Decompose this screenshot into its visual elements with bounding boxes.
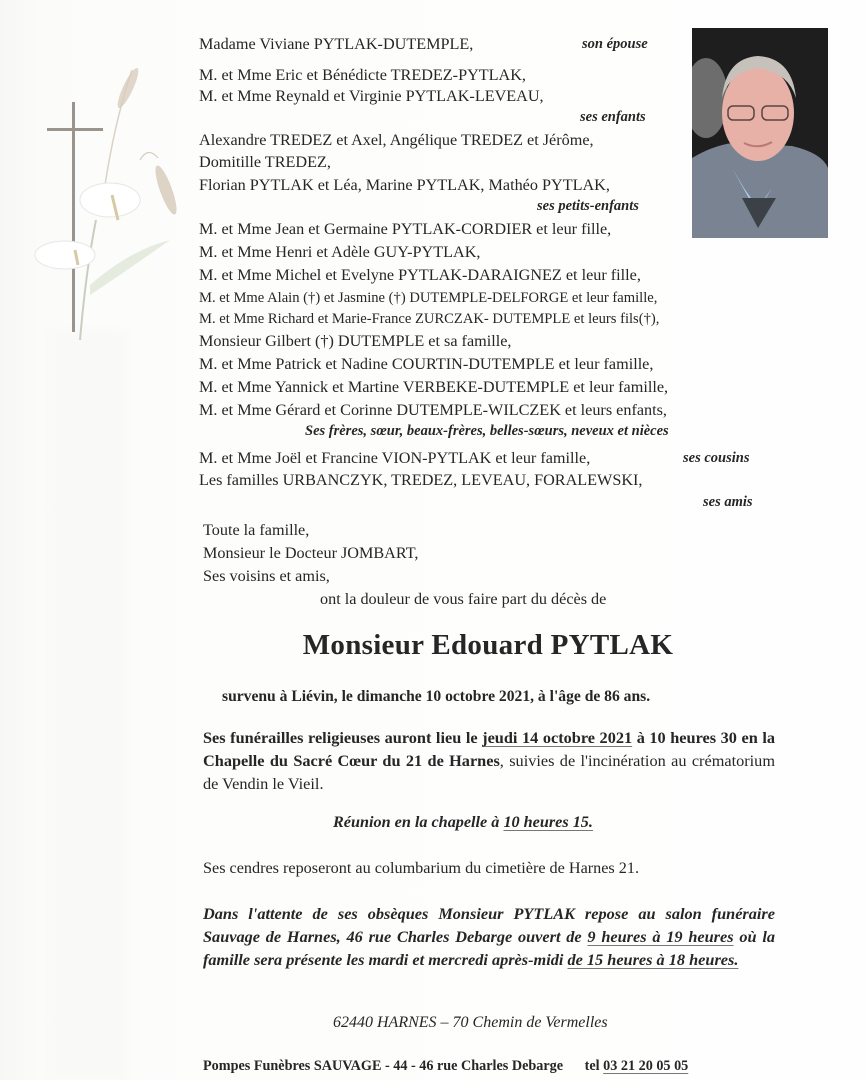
wake-paragraph xyxy=(203,902,775,971)
decorative-strip xyxy=(50,330,128,1080)
friends-relation: ses amis xyxy=(703,494,753,510)
wake-family: où la famille sera présente les mardi et mercredi après-midi xyxy=(203,927,775,969)
sibling-line: M. et Mme Yannick et Martine VERBEKE-DUTEMPLE et leur famille, xyxy=(199,378,669,396)
child-line: M. et Mme Reynald et Virginie PYTLAK-LEVEAU, xyxy=(199,87,544,105)
sibling-line: M. et Mme Alain (†) et Jasmine (†) DUTEMPLE-DELFORGE et leur famille, xyxy=(199,290,658,306)
sibling-line: M. et Mme Michel et Evelyne PYTLAK-DARAIGNEZ et leur fille, xyxy=(199,266,641,284)
spouse-relation: son épouse xyxy=(582,36,648,52)
sibling-line: Monsieur Gilbert (†) DUTEMPLE et sa famille, xyxy=(199,332,512,350)
announcement-line: ont la douleur de vous faire part du décès de xyxy=(320,590,607,608)
child-line: M. et Mme Eric et Bénédicte TREDEZ-PYTLAK, xyxy=(199,66,526,84)
funeral-cremation: , suivies de l'incinération au crématorium de Vendin le Vieil. xyxy=(203,751,775,793)
funeral-home-footer xyxy=(203,1056,688,1076)
other-line: Toute la famille, xyxy=(203,521,310,539)
funeral-intro: Ses funérailles religieuses auront lieu le xyxy=(203,728,483,747)
address-line: 62440 HARNES – 70 Chemin de Vermelles xyxy=(333,1014,608,1031)
ashes-line: Ses cendres reposeront au columbarium du cimetière de Harnes 21. xyxy=(203,859,640,877)
death-info: survenu à Liévin, le dimanche 10 octobre 2021, à l'âge de 86 ans. xyxy=(222,688,651,705)
sibling-line: M. et Mme Gérard et Corinne DUTEMPLE-WILCZEK et leurs enfants, xyxy=(199,401,667,419)
cross-icon xyxy=(47,102,103,332)
funeral-location: à 10 heures 30 en la Chapelle du Sacré Cœur du 21 de Harnes xyxy=(203,728,776,770)
cross-lily-decoration xyxy=(20,50,190,370)
grandchildren-relation: ses petits-enfants xyxy=(537,198,639,214)
sibling-line: M. et Mme Henri et Adèle GUY-PYTLAK, xyxy=(199,243,481,261)
other-line: Ses voisins et amis, xyxy=(203,567,330,585)
wake-hours: 9 heures à 19 heures xyxy=(587,927,734,946)
grandchild-line: Alexandre TREDEZ et Axel, Angélique TREDEZ et Jérôme, xyxy=(199,131,594,149)
portrait-photo xyxy=(692,28,828,238)
tel-label: tel xyxy=(584,1058,604,1074)
funeral-date: jeudi 14 octobre 2021 xyxy=(482,728,633,747)
grandchild-line: Florian PYTLAK et Léa, Marine PYTLAK, Mathéo PYTLAK, xyxy=(199,176,610,194)
meeting-line xyxy=(333,812,593,832)
cousins-line: M. et Mme Joël et Francine VION-PYTLAK et leur famille, xyxy=(199,449,591,467)
sibling-line: M. et Mme Jean et Germaine PYTLAK-CORDIER et leur fille, xyxy=(199,220,612,238)
grandchild-line: Domitille TREDEZ, xyxy=(199,153,331,171)
friends-line: Les familles URBANCZYK, TREDEZ, LEVEAU, FORALEWSKI, xyxy=(199,471,643,489)
meeting-time: 10 heures 15. xyxy=(503,813,593,831)
funeral-paragraph xyxy=(203,726,775,795)
cousins-relation: ses cousins xyxy=(683,450,750,466)
sibling-line: M. et Mme Patrick et Nadine COURTIN-DUTEMPLE et leur famille, xyxy=(199,355,654,373)
meeting-text: Réunion en la chapelle à xyxy=(333,813,504,831)
wake-intro: Dans l'attente de ses obsèques Monsieur PYTLAK repose au salon funéraire Sauvage de Harnes, 46 rue Charles Debarge ouvert de xyxy=(203,904,775,946)
funeral-home-info: Pompes Funèbres SAUVAGE - 44 - 46 rue Charles Debarge xyxy=(203,1058,564,1074)
wake-family-hours: de 15 heures à 18 heures. xyxy=(567,950,739,969)
siblings-relation: Ses frères, sœur, beaux-frères, belles-sœurs, neveux et nièces xyxy=(305,423,669,439)
spouse-line: Madame Viviane PYTLAK-DUTEMPLE, xyxy=(199,35,474,53)
deceased-name: Monsieur Edouard PYTLAK xyxy=(302,629,674,661)
other-line: Monsieur le Docteur JOMBART, xyxy=(203,544,419,562)
sibling-line: M. et Mme Richard et Marie-France ZURCZAK- DUTEMPLE et leurs fils(†), xyxy=(199,311,660,327)
lily-icon xyxy=(35,183,170,340)
tel-number[interactable]: 03 21 20 05 05 xyxy=(603,1058,689,1074)
children-relation: ses enfants xyxy=(580,109,646,125)
